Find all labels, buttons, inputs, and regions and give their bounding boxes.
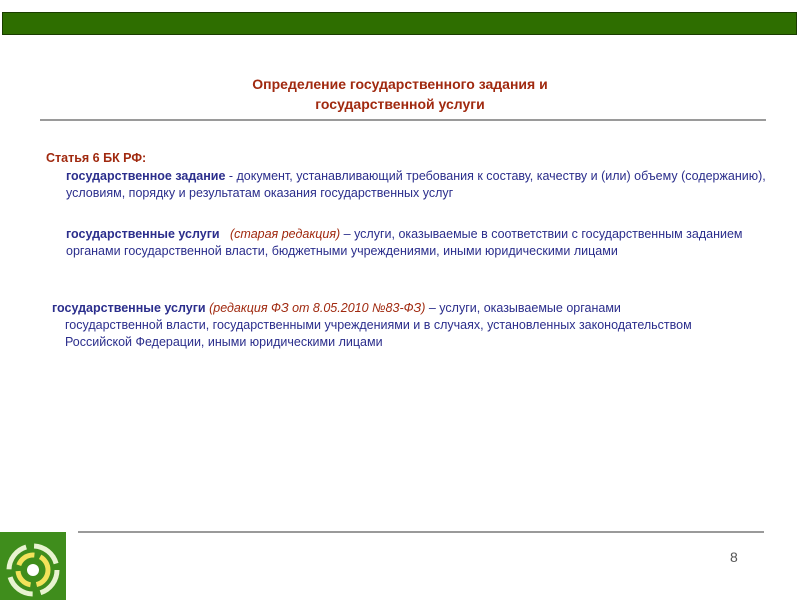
header-bar — [2, 12, 797, 35]
definition-state-task: - документ, устанавливающий требования к составу, качеству и (или) объему (содержанию), условиям, порядку и результатам оказания государственных услуг — [66, 169, 766, 200]
title-divider — [40, 119, 766, 121]
paragraph-services-old — [66, 226, 766, 260]
note-old-edition: (старая редакция) — [230, 227, 341, 241]
term-services-old: государственные услуги — [66, 227, 220, 241]
note-new-edition: (редакция ФЗ от 8.05.2010 №83-ФЗ) — [209, 301, 426, 315]
article-heading: Статья 6 БК РФ: — [46, 151, 147, 165]
footer-divider — [78, 531, 764, 533]
term-services-new: государственные услуги — [52, 301, 206, 315]
green-swirl-logo-icon — [0, 532, 66, 600]
definition-services-new-rest: государственной власти, государственными учреждениями и в случаях, установленных законодательством Российской Федерации, иными юридическими лицами — [65, 318, 692, 349]
paragraph-state-task — [66, 168, 776, 202]
definition-services-old: – услуги, оказываемые в соответствии с государственным заданием органами государственной власти, бюджетными учреждениями, иными юридическими лицами — [66, 227, 743, 258]
title-line-1: Определение государственного задания и — [252, 76, 548, 92]
slide-title — [0, 74, 800, 114]
title-line-2: государственной услуги — [315, 96, 485, 112]
term-state-task: государственное задание — [66, 169, 226, 183]
definition-services-new-line1: – услуги, оказываемые органами — [425, 301, 621, 315]
page-number: 8 — [730, 549, 738, 565]
paragraph-services-new — [52, 300, 752, 351]
